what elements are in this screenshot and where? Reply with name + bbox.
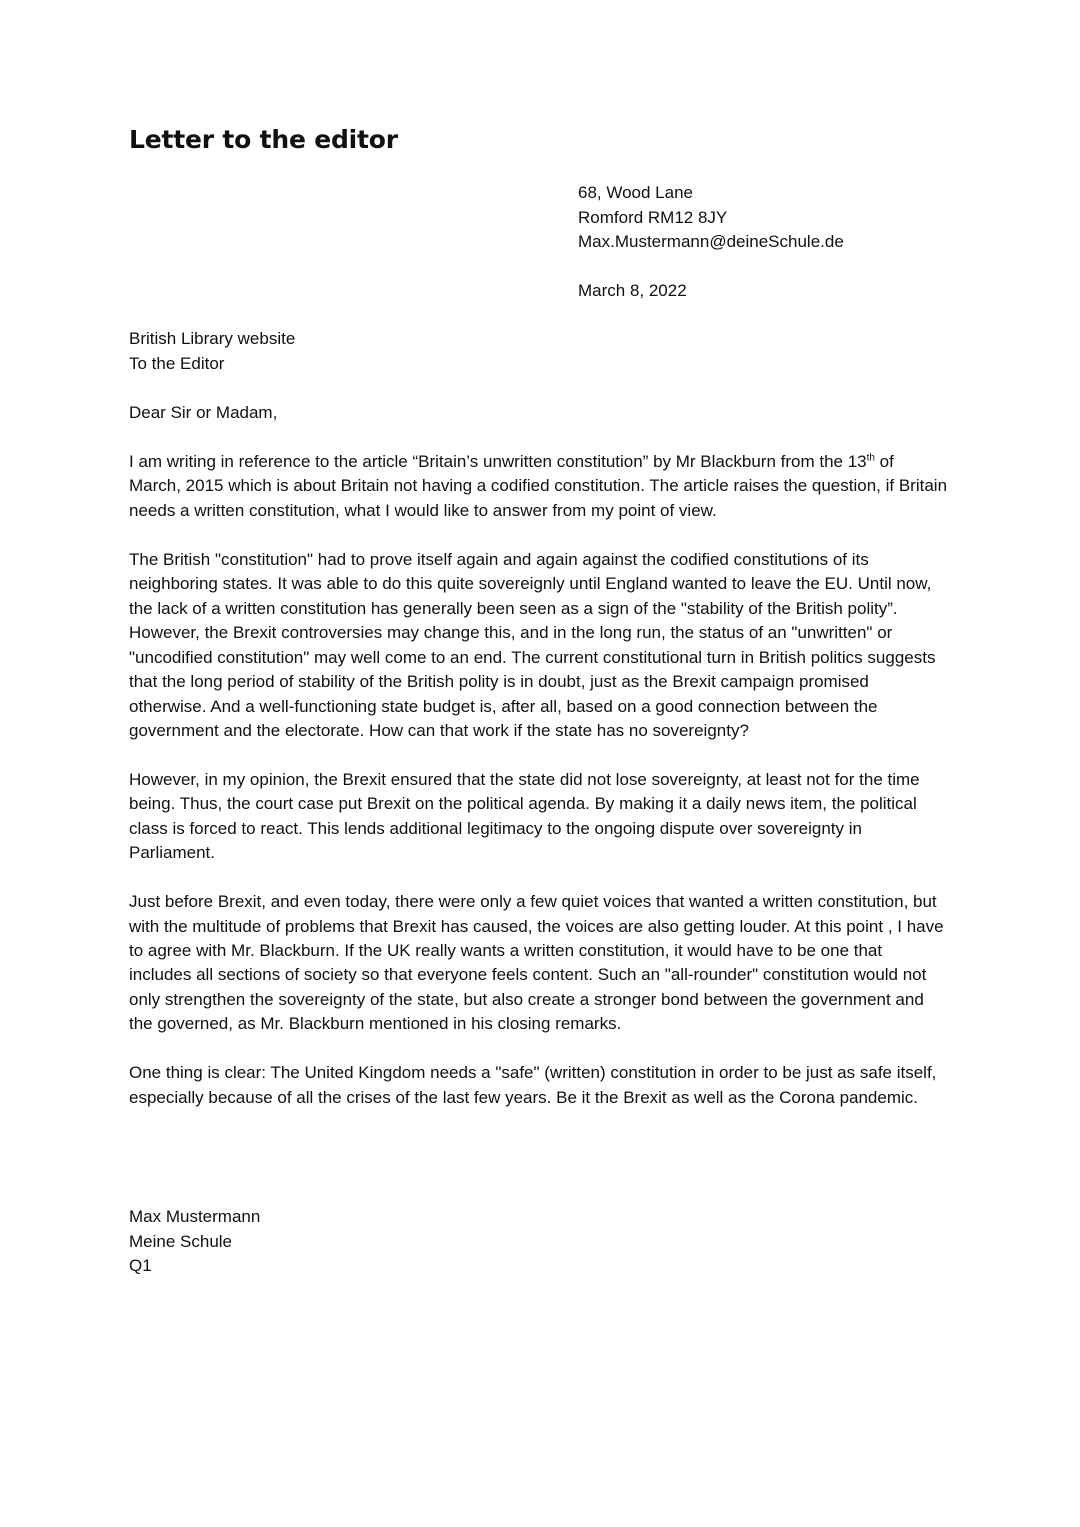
paragraph-1-part-b: of March, 2015 which is about Britain not having a codified constitution. The article raises the question, if Britain needs a written constitution, what I would like to answer from my point of view. (129, 452, 948, 520)
sender-address-block (578, 181, 844, 255)
recipient-block (129, 327, 295, 376)
body-paragraph-3: However, in my opinion, the Brexit ensured that the state did not lose sovereignty, at least not for the time being. Thus, the court case put Brexit on the political agenda. By making it a daily news item, the political class is forced to react. This lends additional legitimacy to the ongoing dispute over sovereignty in Parliament. (129, 769, 920, 863)
salutation: Dear Sir or Madam, (129, 403, 278, 422)
signature-school: Meine Schule (129, 1231, 233, 1251)
body-paragraph-1 (129, 450, 949, 523)
body-paragraph-5: One thing is clear: The United Kingdom needs a "safe" (written) constitution in order to be just as safe itself, especially because of all the crises of the last few years. Be it the Brexit as well as the Corona pandemic. (129, 1063, 937, 1107)
letter-date: March 8, 2022 (578, 281, 687, 300)
signature-class: Q1 (129, 1256, 152, 1275)
recipient-line-2: To the Editor (129, 353, 225, 373)
sender-street: 68, Wood Lane (578, 183, 693, 202)
body-paragraph-4: Just before Brexit, and even today, there were only a few quiet voices that wanted a written constitution, but with the multitude of problems that Brexit has caused, the voices are also getting louder. At this point , I have to agree with Mr. Blackburn. If the UK really wants a written constitution, it would have to be one that includes all sections of society so that everyone feels content. Such an "all-rounder" constitution would not only strengthen the sovereignty of the state, but also create a stronger bond between the government and the governed, as Mr. Blackburn mentioned in his closing remarks. (129, 892, 944, 1034)
recipient-line-1: British Library website (129, 329, 296, 348)
letter-body (129, 450, 949, 1135)
sender-email: Max.Mustermann@deineSchule.de (578, 232, 844, 251)
ordinal-suffix: th (866, 452, 875, 464)
letter-title: Letter to the editor (129, 125, 398, 154)
body-paragraph-2: The British "constitution" had to prove itself again and again against the codified constitutions of its neighboring states. It was able to do this quite sovereignly until England wanted to leave the EU. Until now, the lack of a written constitution has generally been seen as a sign of the "stability of the British polity”. However, the Brexit controversies may change this, and in the long run, the status of an "unwritten" or "uncodified constitution" may well come to an end. The current constitutional turn in British politics suggests that the long period of stability of the British polity is in doubt, just as the Brexit campaign promised otherwise. And a well-functioning state budget is, after all, based on a good connection between the government and the electorate. How can that work if the state has no sovereignty? (129, 549, 936, 740)
sender-city-postcode: Romford RM12 8JY (578, 207, 728, 227)
paragraph-1-part-a: I am writing in reference to the article “Britain’s unwritten constitution” by Mr Blackburn from the 13 (129, 452, 867, 471)
signature-name: Max Mustermann (129, 1207, 261, 1226)
signature-block (129, 1205, 260, 1279)
